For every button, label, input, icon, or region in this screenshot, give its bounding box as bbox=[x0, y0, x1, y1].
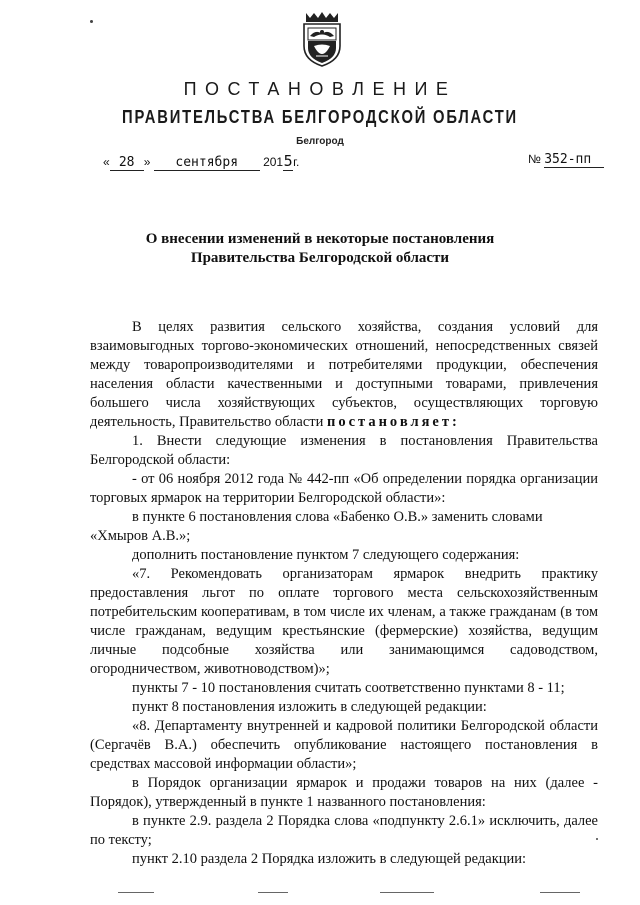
paragraph-4: дополнить постановление пунктом 7 следующего содержания: bbox=[132, 547, 520, 563]
date-year-digit: 5 bbox=[283, 152, 293, 170]
document-body bbox=[90, 318, 598, 869]
paragraph-11: пункт 2.10 раздела 2 Порядка изложить в следующей редакции: bbox=[132, 851, 527, 867]
paragraph-3b: «Хмыров А.В.»; bbox=[90, 528, 191, 544]
subject-line-2: Правительства Белгородской области bbox=[190, 250, 450, 266]
date-year-prefix: 201 bbox=[263, 155, 284, 169]
scan-artifact-line bbox=[118, 892, 154, 893]
scan-speck bbox=[90, 20, 93, 23]
subject-line-1: О внесении изменений в некоторые постановления bbox=[145, 231, 495, 247]
paragraph-6: пункты 7 - 10 постановления считать соответственно пунктами 8 - 11; bbox=[132, 680, 565, 696]
paragraph-10: в пункте 2.9. раздела 2 Порядка слова «подпункту 2.6.1» исключить, далее по тексту; bbox=[90, 813, 598, 848]
paragraph-3a: в пункте 6 постановления слова «Бабенко О.В.» заменить словами bbox=[132, 509, 543, 525]
intro-text: В целях развития сельского хозяйства, создания условий для взаимовыгодных торгово-экономических отношений, непосредственных связей между товаропроизводителями и потребителями продукции, обеспечения населения области качественными и доступными товарами, привлечения большего числа хозяйствующих субъектов, осуществляющих торговую деятельность, Правительство области bbox=[90, 319, 598, 430]
date-day: 28 bbox=[110, 155, 144, 171]
paragraph-7: пункт 8 постановления изложить в следующей редакции: bbox=[132, 699, 487, 715]
scan-artifact-line bbox=[540, 892, 580, 893]
scan-artifact-line bbox=[380, 892, 434, 893]
date-line bbox=[103, 152, 299, 171]
date-open-quote: « bbox=[103, 155, 110, 169]
date-close-quote: » bbox=[143, 155, 151, 169]
paragraph-2: - от 06 ноября 2012 года № 442-пп «Об определении порядка организации торговых ярмарок на территории Белгородской области»: bbox=[90, 471, 598, 506]
city-name: Белгород bbox=[296, 136, 344, 147]
document-subject bbox=[0, 230, 640, 268]
intro-paragraph bbox=[90, 318, 598, 432]
scan-artifact-line bbox=[258, 892, 288, 893]
coat-of-arms-icon bbox=[300, 10, 344, 68]
number-label: № bbox=[528, 152, 541, 166]
date-year-suffix: г. bbox=[293, 155, 300, 169]
paragraph-5: «7. Рекомендовать организаторам ярмарок внедрить практику предоставления льгот по оплате торгового места сельскохозяйственным потребительским кооперативам, в том числе их членам, а также гражданам (в том числе гражданам, ведущим крестьянские (фермерские) хозяйства, ведущим личные подсобные хозяйства или занимающимся садоводством, огородничеством, животноводством)»; bbox=[90, 566, 598, 677]
date-month: сентября bbox=[154, 155, 260, 171]
document-type-title: ПОСТАНОВЛЕНИЕ bbox=[183, 79, 457, 99]
document-number-line bbox=[528, 152, 604, 168]
document-number: 352-пп bbox=[544, 152, 604, 168]
paragraph-9: в Порядок организации ярмарок и продажи товаров на них (далее - Порядок), утвержденный в пункте 1 названного постановления: bbox=[90, 775, 598, 810]
paragraph-1: 1. Внести следующие изменения в постановления Правительства Белгородской области: bbox=[90, 433, 598, 468]
authority-title: ПРАВИТЕЛЬСТВА БЕЛГОРОДСКОЙ ОБЛАСТИ bbox=[122, 107, 518, 127]
paragraph-8: «8. Департаменту внутренней и кадровой политики Белгородской области (Сергачёв В.А.) обеспечить опубликование настоящего постановления в средствах массовой информации области»; bbox=[90, 718, 598, 772]
scan-speck bbox=[596, 838, 598, 840]
resolve-word: постановляет: bbox=[326, 414, 460, 430]
